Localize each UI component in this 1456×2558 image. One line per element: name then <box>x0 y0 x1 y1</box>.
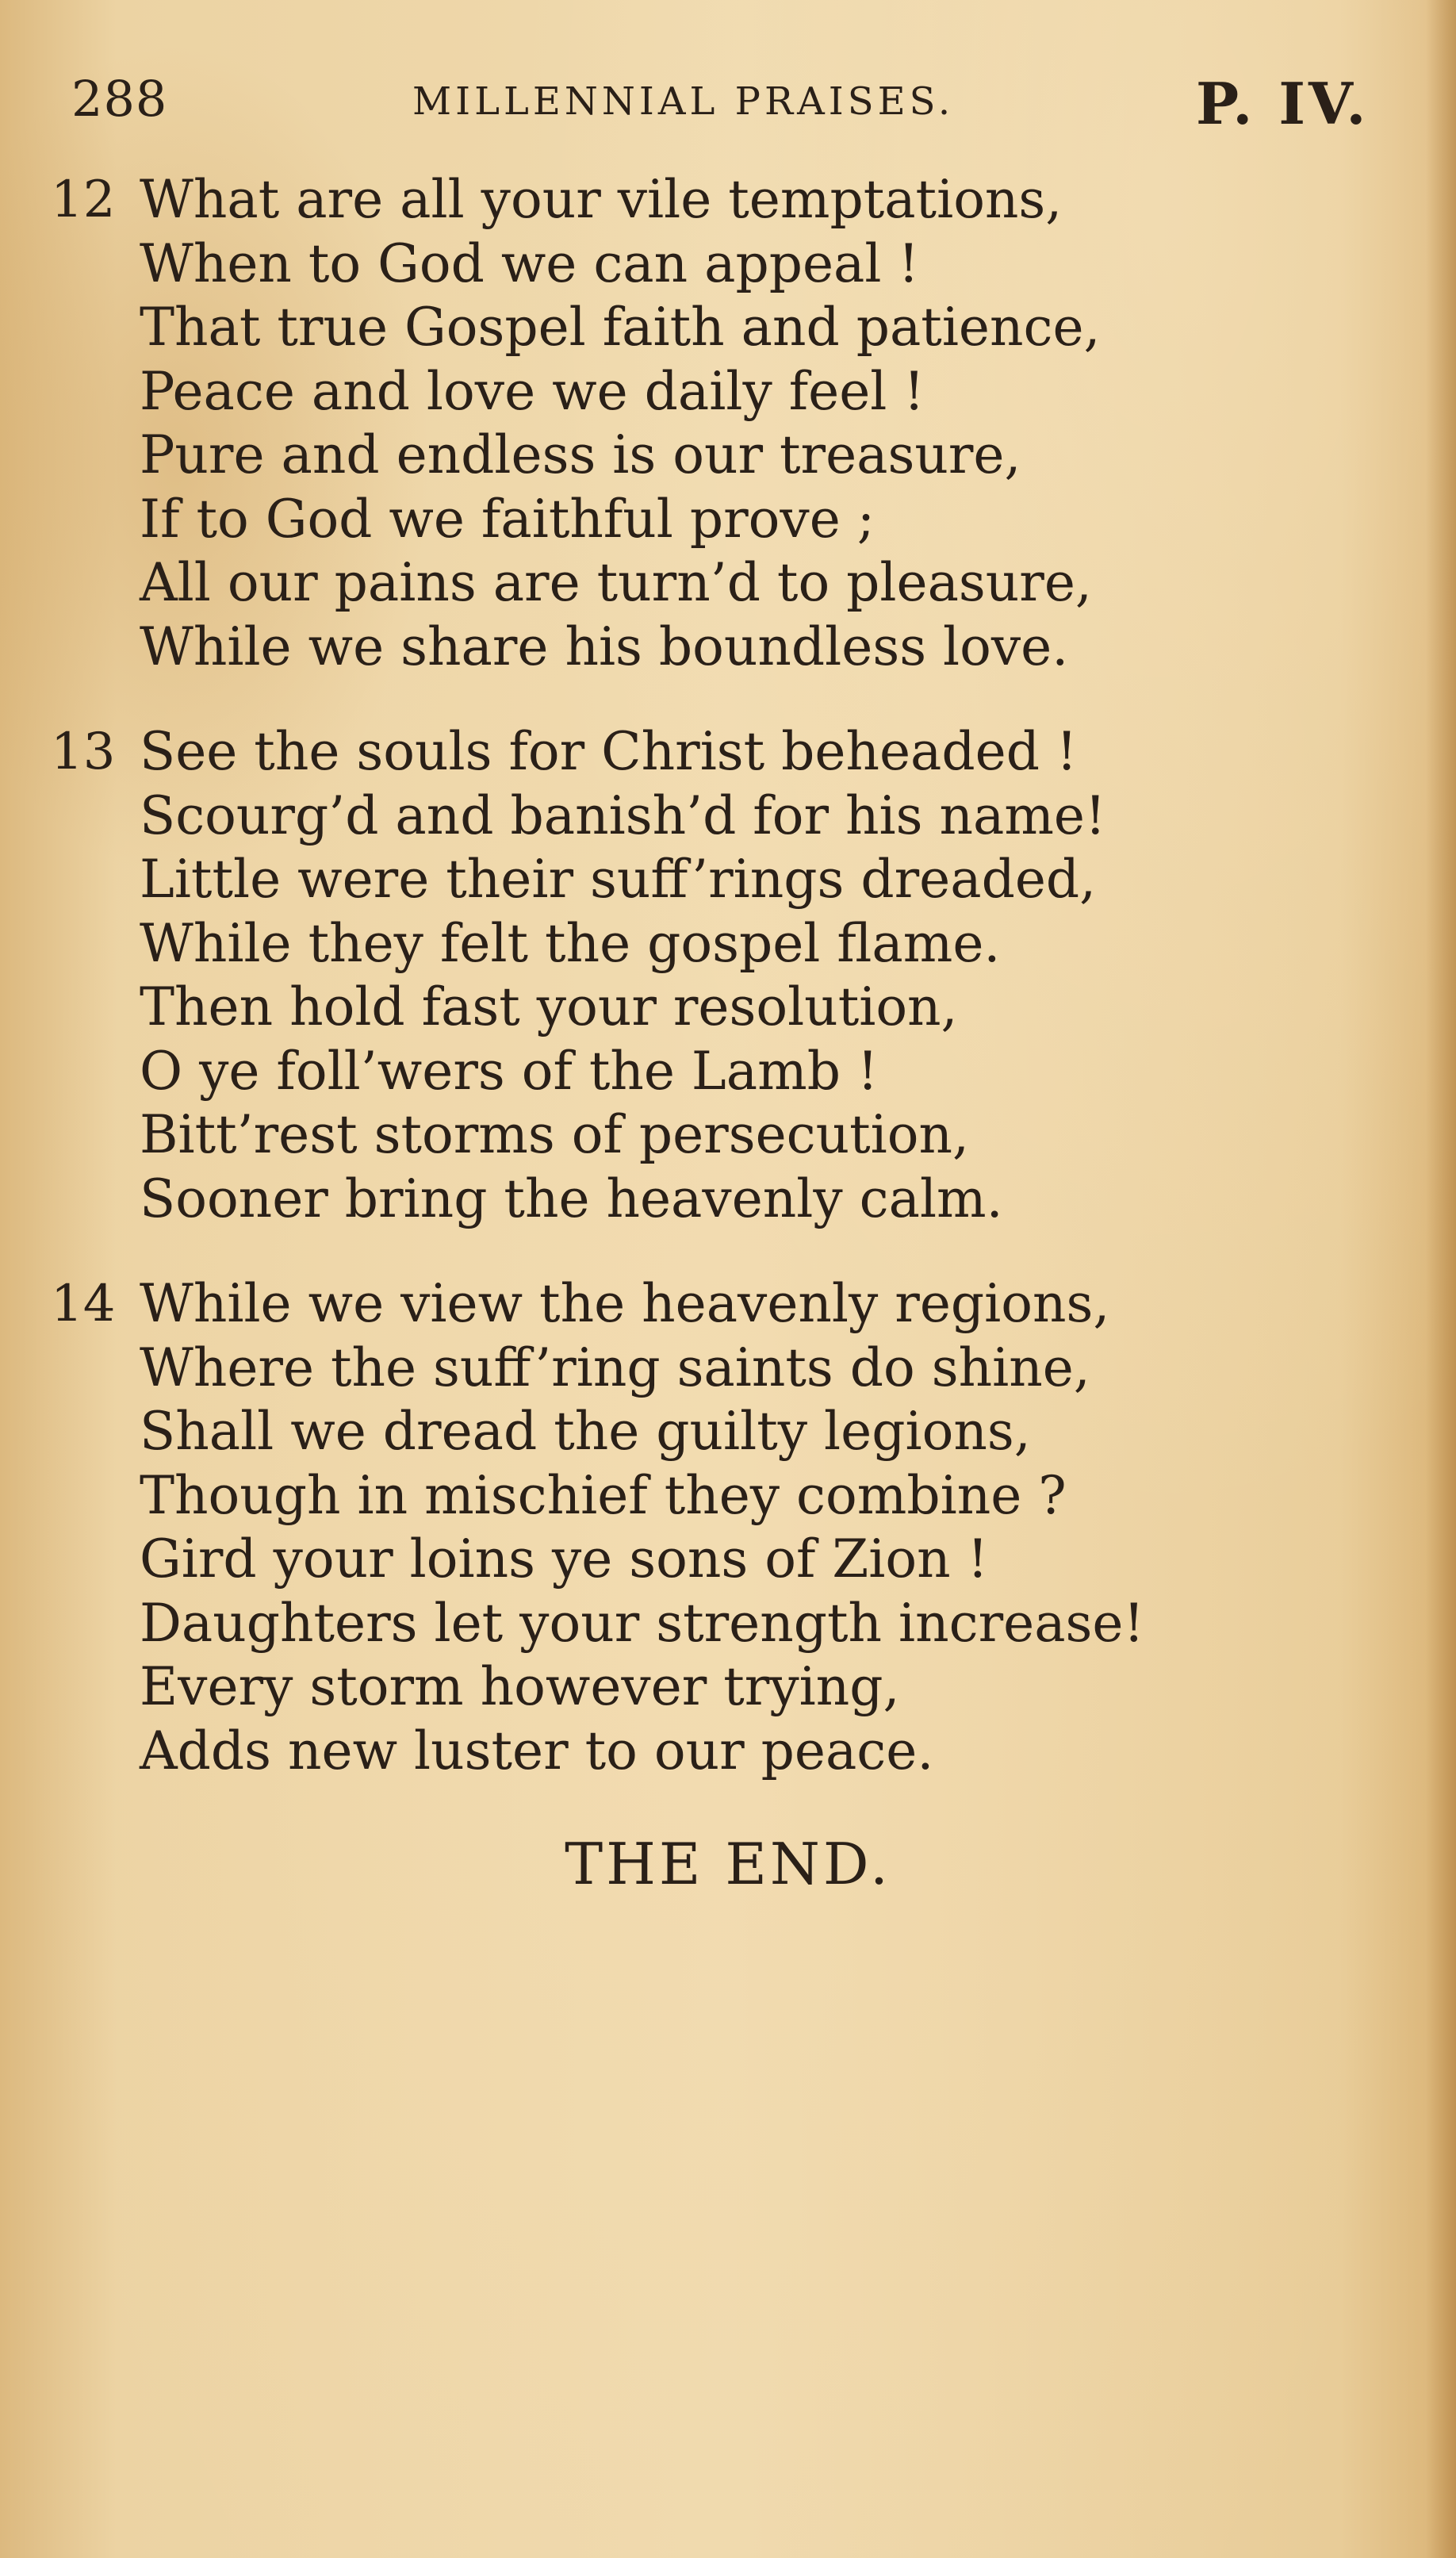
running-head <box>0 70 1456 141</box>
verse-line: Bitt’rest storms of persecution, <box>140 1104 969 1165</box>
verse-13 <box>51 720 1250 1231</box>
verse-line: Where the suff’ring saints do shine, <box>140 1337 1090 1398</box>
verse-line: While we view the heavenly regions, <box>140 1273 1110 1334</box>
verse-line: Though in mischief they combine ? <box>140 1464 1067 1526</box>
verse-line: Sooner bring the heavenly calm. <box>140 1168 1003 1229</box>
verse-line: Daughters let your strength increase! <box>140 1592 1144 1654</box>
verse-line: Pure and endless is our treasure, <box>140 424 1021 485</box>
verse-line: When to God we can appeal ! <box>140 232 920 294</box>
verse-line: That true Gospel faith and patience, <box>140 297 1101 358</box>
page-edge-shading <box>1426 0 1456 2558</box>
verse-line: While we share his boundless love. <box>140 616 1069 677</box>
verse-line: O ye foll’wers of the Lamb ! <box>140 1040 879 1102</box>
verse-line: Shall we dread the guilty legions, <box>140 1401 1031 1462</box>
verse-line: What are all your vile temptations, <box>140 169 1063 230</box>
verse-number: 12 <box>51 171 116 229</box>
verse-line: Little were their suff’rings dreaded, <box>140 849 1097 910</box>
verse-line: Peace and love we daily feel ! <box>140 360 925 422</box>
verse-line: Then hold fast your resolution, <box>140 976 958 1037</box>
verse-line: While they felt the gospel flame. <box>140 912 1001 974</box>
verse-line: See the souls for Christ beheaded ! <box>140 721 1078 782</box>
verse-12 <box>51 168 1250 679</box>
verse-line: If to God we faithful prove ; <box>140 488 875 550</box>
the-end: THE END. <box>565 1831 891 1897</box>
verse-14 <box>51 1272 1250 1783</box>
verse-line: Scourg’d and banish’d for his name! <box>140 784 1106 846</box>
verse-line: Gird your loins ye sons of Zion ! <box>140 1528 989 1590</box>
verse-line: Adds new luster to our peace. <box>140 1720 934 1781</box>
verse-number: 14 <box>51 1275 116 1333</box>
verse-line: All our pains are turn’d to pleasure, <box>140 552 1092 613</box>
verse-line: Every storm however trying, <box>140 1656 900 1717</box>
book-title: MILLENNIAL PRAISES. <box>412 79 955 124</box>
page-number: 288 <box>71 70 168 128</box>
part-label: P. IV. <box>1196 70 1370 137</box>
verse-number: 13 <box>51 723 116 781</box>
